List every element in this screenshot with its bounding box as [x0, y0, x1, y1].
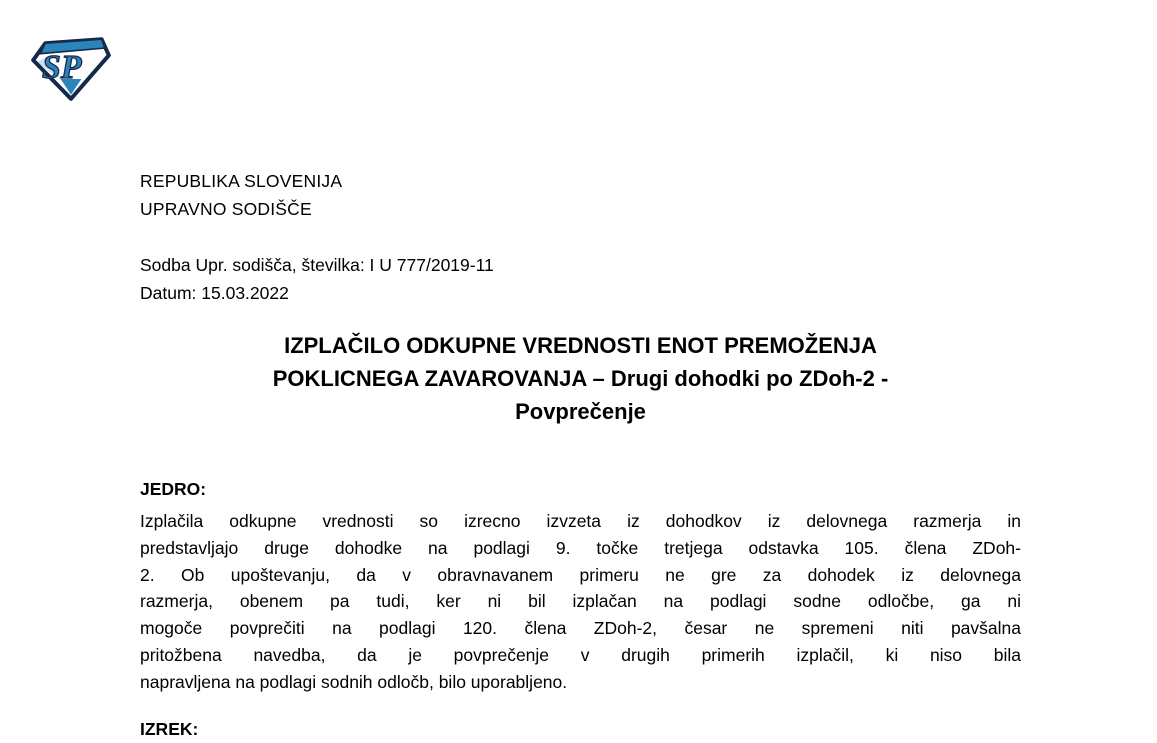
jedro-text-line: 2. Ob upoštevanju, da v obravnavanem primeru ne gre za dohodek iz delovnega: [140, 564, 1021, 585]
jedro-text-line: razmerja, obenem pa tudi, ker ni bil izplačan na podlagi sodne odločbe, ga ni: [140, 591, 1021, 612]
title-line-1: IZPLAČILO ODKUPNE VREDNOSTI ENOT PREMOŽENJA: [284, 333, 877, 358]
case-date: Datum: 15.03.2022: [140, 283, 289, 303]
court-name-line: UPRAVNO SODIŠČE: [140, 198, 312, 219]
jedro-text-line: pritožbena navedba, da je povprečenje v drugih primerih izplačil, ki niso bila: [140, 644, 1021, 665]
document-title: [140, 329, 1021, 428]
jedro-text-line: mogoče povprečiti na podlagi 120. člena ZDoh-2, česar ne spremeni niti pavšalna: [140, 618, 1021, 639]
izrek-heading: IZREK:: [140, 719, 199, 739]
case-reference: Sodba Upr. sodišča, številka: I U 777/2019-11: [140, 255, 494, 275]
case-info: [140, 251, 494, 307]
court-header: [140, 168, 342, 223]
jedro-text-line: napravljena na podlagi sodnih odločb, bilo uporabljeno.: [140, 671, 568, 692]
svg-text:SP: SP: [42, 48, 82, 86]
jedro-body: [140, 508, 1021, 696]
title-line-3: Povprečenje: [515, 399, 646, 424]
title-line-2: POKLICNEGA ZAVAROVANJA – Drugi dohodki po ZDoh-2 -: [272, 366, 889, 391]
court-logo: [30, 36, 112, 102]
jedro-text-line: Izplačila odkupne vrednosti so izrecno izvzeta iz dohodkov iz delovnega razmerja in: [140, 511, 1021, 531]
jedro-heading: JEDRO:: [140, 479, 207, 499]
jedro-text-line: predstavljajo druge dohodke na podlagi 9. točke tretjega odstavka 105. člena ZDoh-: [140, 537, 1021, 558]
sp-gem-icon: [30, 36, 112, 102]
republic-line: REPUBLIKA SLOVENIJA: [140, 171, 343, 191]
